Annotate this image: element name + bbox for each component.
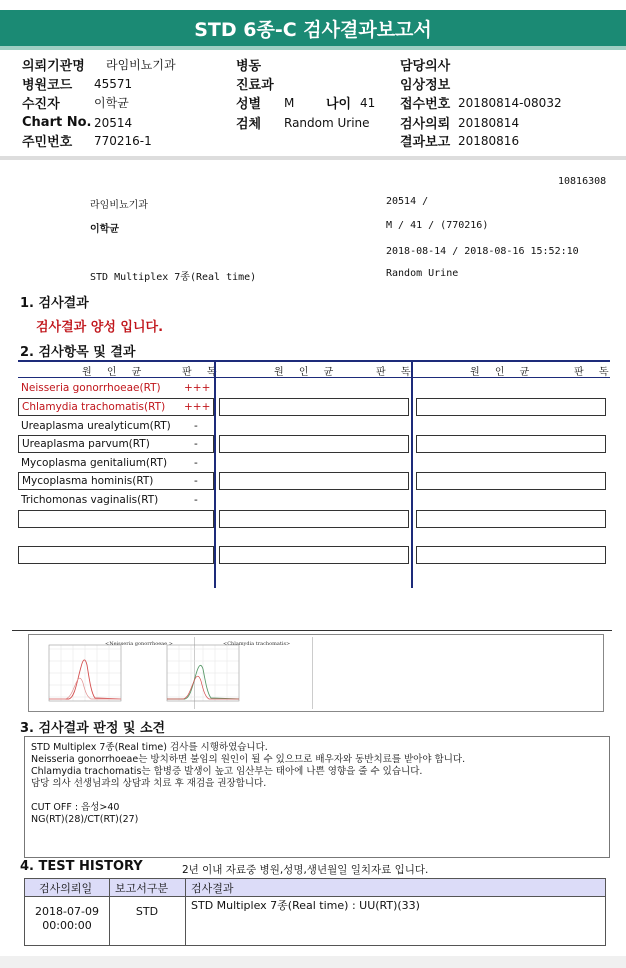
- header-row-sex: [236, 93, 294, 112]
- report-chart-no: 20514 /: [386, 196, 429, 207]
- table-row-empty: [416, 398, 606, 416]
- header-value: 20514: [94, 115, 133, 130]
- history-date: 2018-07-09: [35, 905, 99, 918]
- header-row-hospital-code: [22, 74, 132, 93]
- table-column-divider: [214, 360, 216, 588]
- section-3-title: 3. 검사결과 판정 및 소견: [20, 721, 166, 736]
- ct-curve-image: [153, 637, 313, 709]
- table-row-empty: [416, 546, 606, 564]
- header-label: 접수번호: [400, 97, 451, 112]
- section-4-title: 4. TEST HISTORY: [20, 859, 143, 874]
- col-result-3: 판 독: [574, 367, 615, 378]
- header-label: 병동: [236, 59, 262, 74]
- table-row: [18, 472, 214, 490]
- header-row-doctor: [400, 55, 450, 74]
- header-row-id-number: [22, 131, 152, 150]
- table-row-empty: [219, 546, 409, 564]
- table-row-empty: [219, 472, 409, 490]
- pathogen-result: +++: [184, 382, 211, 394]
- pathogen-result: -: [194, 475, 198, 487]
- pathogen-name: Mycoplasma hominis(RT): [22, 475, 154, 487]
- header-row-department: [236, 74, 274, 93]
- history-row-result: STD Multiplex 7종(Real time) : UU(RT)(33): [191, 899, 420, 912]
- ng-curve-label: <Neisseria gonorrhoeae >: [105, 641, 173, 647]
- report-id: 10816308: [558, 176, 607, 187]
- pathogen-name: Chlamydia trachomatis(RT): [22, 401, 166, 413]
- section-divider: [12, 630, 612, 631]
- header-row-specimen: [236, 113, 370, 132]
- section-1-title: 1. 검사결과: [20, 296, 89, 311]
- table-row-empty: [416, 510, 606, 528]
- pathogen-result: -: [194, 420, 198, 432]
- header-divider-bar: [0, 156, 626, 160]
- col-result-1: 판 독: [182, 367, 223, 378]
- header-label: 수진자: [22, 97, 60, 112]
- section-2-title: 2. 검사항목 및 결과: [20, 345, 136, 360]
- header-value: 20180816: [458, 133, 520, 148]
- header-label: 성별: [236, 97, 262, 112]
- note-line: NG(RT)(28)/CT(RT)(27): [31, 814, 139, 825]
- header-label: 검체: [236, 117, 262, 132]
- pathogen-name: Neisseria gonorrhoeae(RT): [21, 382, 161, 394]
- header-label: 의뢰기관명: [22, 59, 85, 74]
- table-row-empty: [219, 510, 409, 528]
- interpretation-notes: [24, 736, 610, 858]
- header-label: 진료과: [236, 78, 274, 93]
- header-label: 담당의사: [400, 59, 451, 74]
- positive-result-text: 검사결과 양성 입니다.: [36, 320, 164, 335]
- note-line: CUT OFF : 음성>40: [31, 802, 120, 813]
- history-time: 00:00:00: [42, 919, 92, 932]
- header-value: 20180814: [458, 115, 520, 130]
- history-row-date: [29, 905, 105, 933]
- header-label: 검사의뢰: [400, 117, 451, 132]
- header-label: 나이: [326, 97, 352, 112]
- header-value: 45571: [94, 76, 133, 91]
- pathogen-name: Trichomonas vaginalis(RT): [21, 494, 159, 506]
- pathogen-result: +++: [184, 401, 211, 413]
- report-title-banner: [0, 10, 626, 46]
- page-bottom-bar: [0, 956, 626, 968]
- header-row-patient: [22, 93, 129, 112]
- history-subtitle: 2년 이내 자료중 병원,성명,생년월일 일치자료 입니다.: [182, 864, 429, 876]
- report-dates: 2018-08-14 / 2018-08-16 15:52:10: [386, 246, 579, 257]
- table-row: [18, 454, 214, 472]
- header-label: Chart No.: [22, 115, 92, 130]
- col-result-2: 판 독: [376, 367, 417, 378]
- table-column-divider: [411, 360, 413, 588]
- table-row: [18, 435, 214, 453]
- note-line: STD Multiplex 7종(Real time) 검사를 시행하였습니다.: [31, 742, 268, 753]
- history-column-divider: [185, 879, 186, 945]
- history-column-divider: [109, 879, 110, 945]
- table-row: [18, 417, 214, 435]
- note-line: [31, 790, 603, 802]
- banner-underline: [0, 46, 626, 50]
- note-line: Chlamydia trachomatis는 합병증 발생이 높고 임산부는 태아에 나쁜 영향을 줄 수 있습니다.: [31, 766, 423, 777]
- pathogen-result: -: [194, 438, 198, 450]
- header-value: 20180814-08032: [458, 95, 562, 110]
- note-line: Neisseria gonorrhoeae는 방치하면 불임의 원인이 될 수 있으므로 배우자와 동반치료를 받아야 합니다.: [31, 754, 466, 765]
- header-value: Random Urine: [284, 115, 370, 130]
- ct-curve-label: <Chlamydia trachomatis>: [223, 641, 291, 647]
- report-specimen: Random Urine: [386, 268, 459, 279]
- report-patient: 이학균: [90, 224, 119, 235]
- header-row-receipt-no: [400, 93, 562, 112]
- header-row-chart-no: [22, 113, 132, 132]
- col-pathogen-2: 원 인 균: [274, 367, 340, 378]
- pathogen-result: -: [194, 457, 198, 469]
- header-value: 라임비뇨기과: [106, 58, 176, 72]
- table-header: [18, 363, 615, 378]
- history-table: [24, 878, 606, 946]
- history-header: [25, 879, 605, 897]
- table-row-empty: [219, 435, 409, 453]
- header-row-age: [326, 93, 375, 112]
- report-test-name: STD Multiplex 7종(Real time): [90, 272, 257, 283]
- history-row-type: STD: [135, 905, 159, 918]
- table-row-empty: [416, 435, 606, 453]
- col-pathogen-1: 원 인 균: [82, 367, 148, 378]
- pathogen-name: Ureaplasma urealyticum(RT): [21, 420, 171, 432]
- header-value: M: [284, 95, 295, 110]
- table-top-border: [18, 360, 610, 362]
- header-value: 770216-1: [94, 133, 152, 148]
- table-row-empty: [18, 510, 214, 528]
- header-row-clinical-info: [400, 74, 450, 93]
- pathogen-name: Mycoplasma genitalium(RT): [21, 457, 168, 469]
- header-label: 임상정보: [400, 78, 451, 93]
- report-sex-age: M / 41 / (770216): [386, 220, 489, 231]
- header-value: 41: [360, 95, 376, 110]
- header-label: 주민번호: [22, 135, 73, 150]
- header-row-request-date: [400, 113, 519, 132]
- table-header-underline: [18, 377, 610, 378]
- history-col-type: 보고서구분: [115, 882, 169, 895]
- table-row-empty: [18, 546, 214, 564]
- report-clinic: 라임비뇨기과: [90, 200, 148, 211]
- history-col-date: 검사의뢰일: [39, 882, 93, 895]
- header-row-report-date: [400, 131, 519, 150]
- header-row-clinic: [22, 55, 176, 74]
- header-label: 병원코드: [22, 78, 73, 93]
- amplification-curves: [28, 634, 604, 712]
- pathogen-result: -: [194, 494, 198, 506]
- table-row-empty: [416, 472, 606, 490]
- header-row-ward: [236, 55, 261, 74]
- header-label: 결과보고: [400, 135, 451, 150]
- note-line: 담당 의사 선생님과의 상담과 치료 후 재검을 권장합니다.: [31, 778, 267, 789]
- history-col-result: 검사결과: [191, 882, 234, 895]
- pathogen-name: Ureaplasma parvum(RT): [22, 438, 150, 450]
- header-value: 이학균: [94, 96, 129, 110]
- results-table: [18, 360, 615, 590]
- table-row-empty: [219, 398, 409, 416]
- table-row: [18, 491, 214, 509]
- ct-curve-thumbnail: [153, 637, 313, 709]
- col-pathogen-3: 원 인 균: [470, 367, 536, 378]
- report-title: STD 6종-C 검사결과보고서: [194, 18, 432, 41]
